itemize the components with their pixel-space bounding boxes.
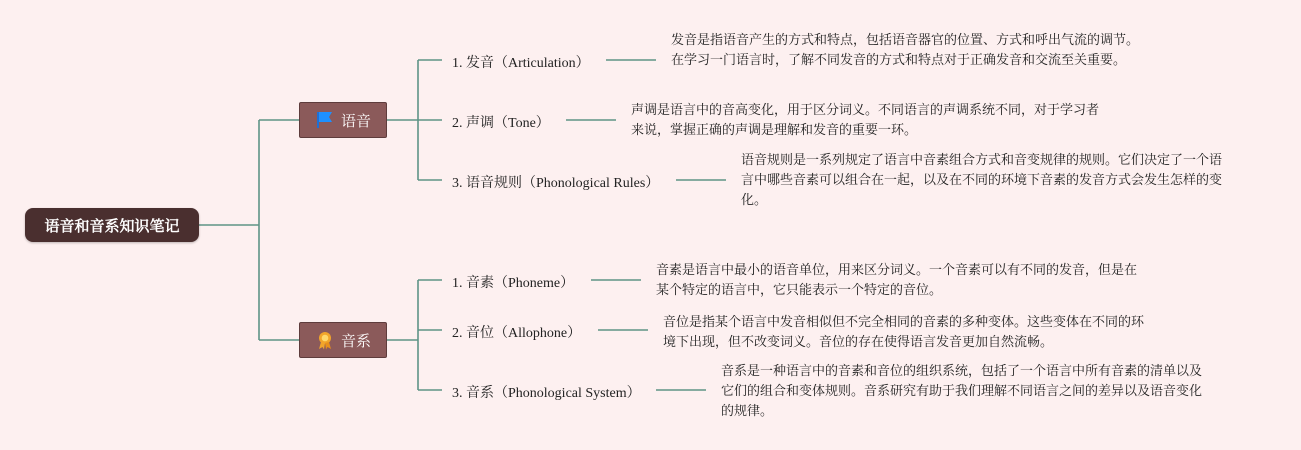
blue-flag-icon (315, 110, 335, 130)
description-phoneme: 音素是语言中最小的语音单位，用来区分词义。一个音素可以有不同的发音，但是在某个特定的语言中，它只能表示一个特定的音位。 (656, 263, 1138, 298)
description-articulation: 发音是指语音产生的方式和特点，包括语音器官的位置、方式和呼出气流的调节。在学习一门语言时，了解不同发音的方式和特点对于正确发音和交流至关重要。 (671, 33, 1140, 68)
subtopic-tone[interactable]: 2. 声调（Tone） (452, 116, 550, 131)
root-title: 语音和音系知识笔记 (44, 216, 180, 235)
award-ribbon-icon (315, 330, 335, 350)
subtopic-phoneme[interactable]: 1. 音素（Phoneme） (452, 276, 575, 291)
topic-label: 语音 (340, 111, 371, 130)
subtopic-phonological-rules[interactable]: 3. 语音规则（Phonological Rules） (452, 176, 660, 191)
root-node[interactable] (25, 208, 199, 242)
topic-label: 音系 (340, 331, 371, 350)
subtopic-phonological-system[interactable]: 3. 音系（Phonological System） (452, 386, 641, 401)
topic-node-phonetics[interactable] (299, 102, 387, 138)
subtopic-articulation[interactable]: 1. 发音（Articulation） (452, 56, 590, 71)
description-tone: 声调是语言中的音高变化，用于区分词义。不同语言的声调系统不同，对于学习者来说，掌握正确的声调是理解和发音的重要一环。 (631, 103, 1100, 138)
description-allophone: 音位是指某个语言中发音相似但不完全相同的音素的多种变体。这些变体在不同的环境下出现，但不改变词义。音位的存在使得语言发音更加自然流畅。 (663, 315, 1145, 350)
topic-node-phonology[interactable] (299, 322, 387, 358)
description-phonological-rules: 语音规则是一系列规定了语言中音素组合方式和音变规律的规则。它们决定了一个语言中哪些音素可以组合在一起，以及在不同的环境下音素的发音方式会发生怎样的变化。 (741, 153, 1223, 208)
subtopic-allophone[interactable]: 2. 音位（Allophone） (452, 326, 582, 341)
description-phonological-system: 音系是一种语言中的音素和音位的组织系统，包括了一个语言中所有音素的清单以及它们的组合和变体规则。音系研究有助于我们理解不同语言之间的差异以及语音变化的规律。 (721, 364, 1203, 419)
